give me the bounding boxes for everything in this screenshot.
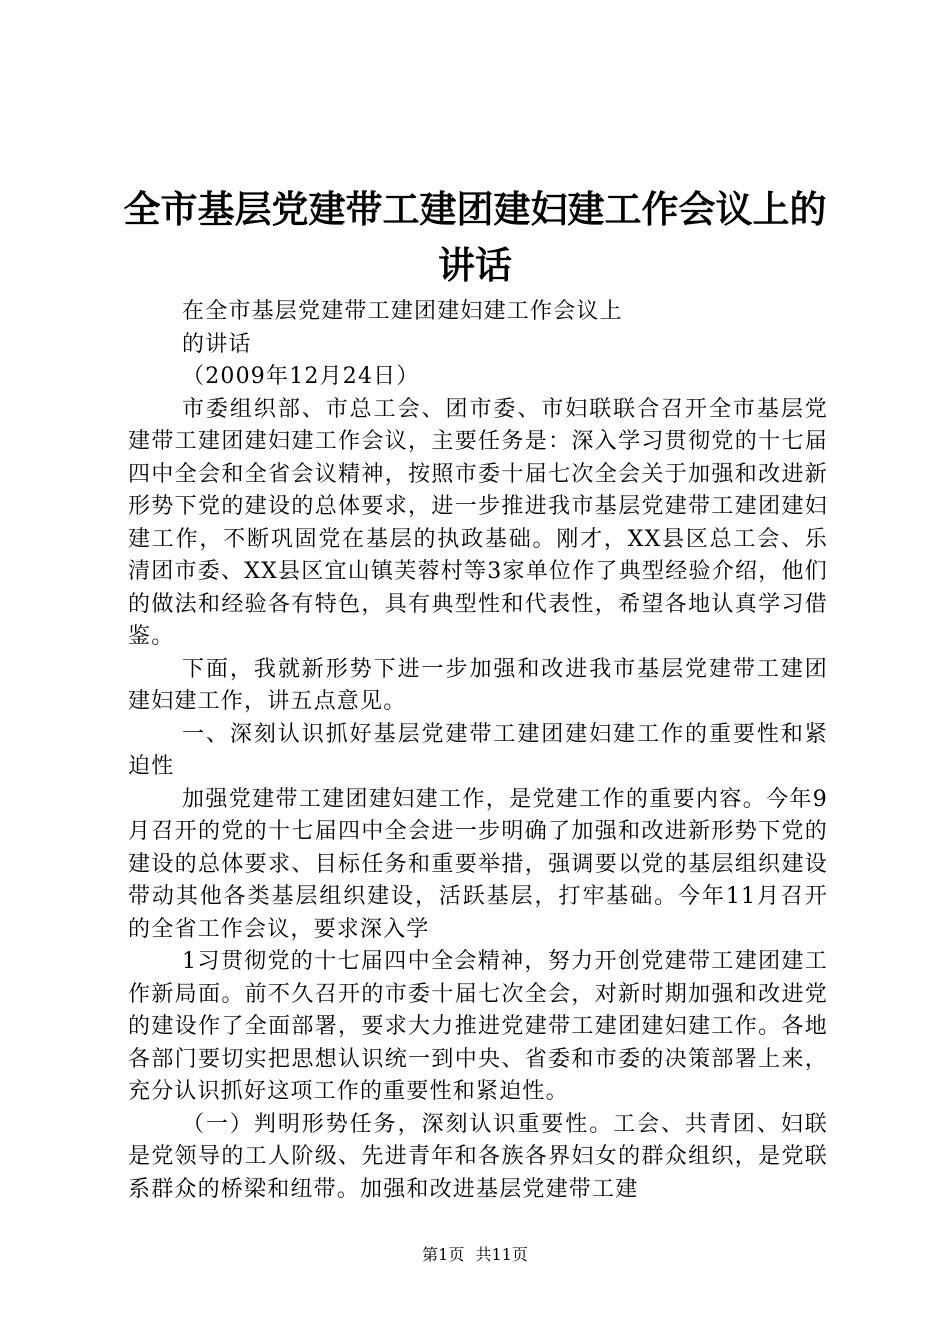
paragraph-subsection-1: （一）判明形势任务，深刻认识重要性。工会、共青团、妇联是党领导的工人阶级、先进青年和各族各界妇女的群众组织，是党联系群众的桥梁和纽带。加强和改进基层党建带工建 [128,1111,828,1202]
section-heading-1: 一、深刻认识抓好基层党建带工建团建妇建工作的重要性和紧迫性 [128,721,828,779]
paragraph-outline: 下面，我就新形势下进一步加强和改进我市基层党建带工建团建妇建工作，讲五点意见。 [128,656,828,714]
paragraph-continuation: 1习贯彻党的十七届四中全会精神，努力开创党建带工建团建工作新局面。前不久召开的市委十届七次全会，对新时期加强和改进党的建设作了全面部署，要求大力推进党建带工建团建妇建工作。各地各部门要切实把思想认识统一到中央、省委和市委的决策部署上来，充分认识抓好这项工作的重要性和紧迫性。 [128,949,828,1104]
speech-subtitle-line-1: 在全市基层党建带工建团建妇建工作会议上 [182,299,623,324]
page-footer [0,1245,950,1265]
speech-subtitle-line-2: 的讲话 [182,331,252,357]
paragraph-section-1: 加强党建带工建团建妇建工作，是党建工作的重要内容。今年9月召开的党的十七届四中全会进一步明确了加强和改进新形势下党的建设的总体要求、目标任务和重要举措，强调要以党的基层组织建设带动其他各类基层组织建设，活跃基层，打牢基础。今年11月召开的全省工作会议，要求深入学 [128,786,828,942]
paragraph-intro: 市委组织部、市总工会、团市委、市妇联联合召开全市基层党建带工建团建妇建工作会议，主要任务是：深入学习贯彻党的十七届四中全会和全省会议精神，按照市委十届七次全会关于加强和改进新形势下党的建设的总体要求，进一步推进我市基层党建带工建团建妇建工作，不断巩固党在基层的执政基础。刚才，XX县区总工会、乐清团市委、XX县区宜山镇芙蓉村等3家单位作了典型经验介绍，他们的做法和经验各有特色，具有典型性和代表性，希望各地认真学习借鉴。 [128,396,828,649]
page-number-current: 第1页 [422,1245,465,1264]
page-number-total: 共11页 [475,1245,528,1264]
speech-date: （2009年12月24日） [182,364,420,389]
document-title: 全市基层党建带工建团建妇建工作会议上的讲话 [123,188,827,287]
document-body [128,296,828,1206]
